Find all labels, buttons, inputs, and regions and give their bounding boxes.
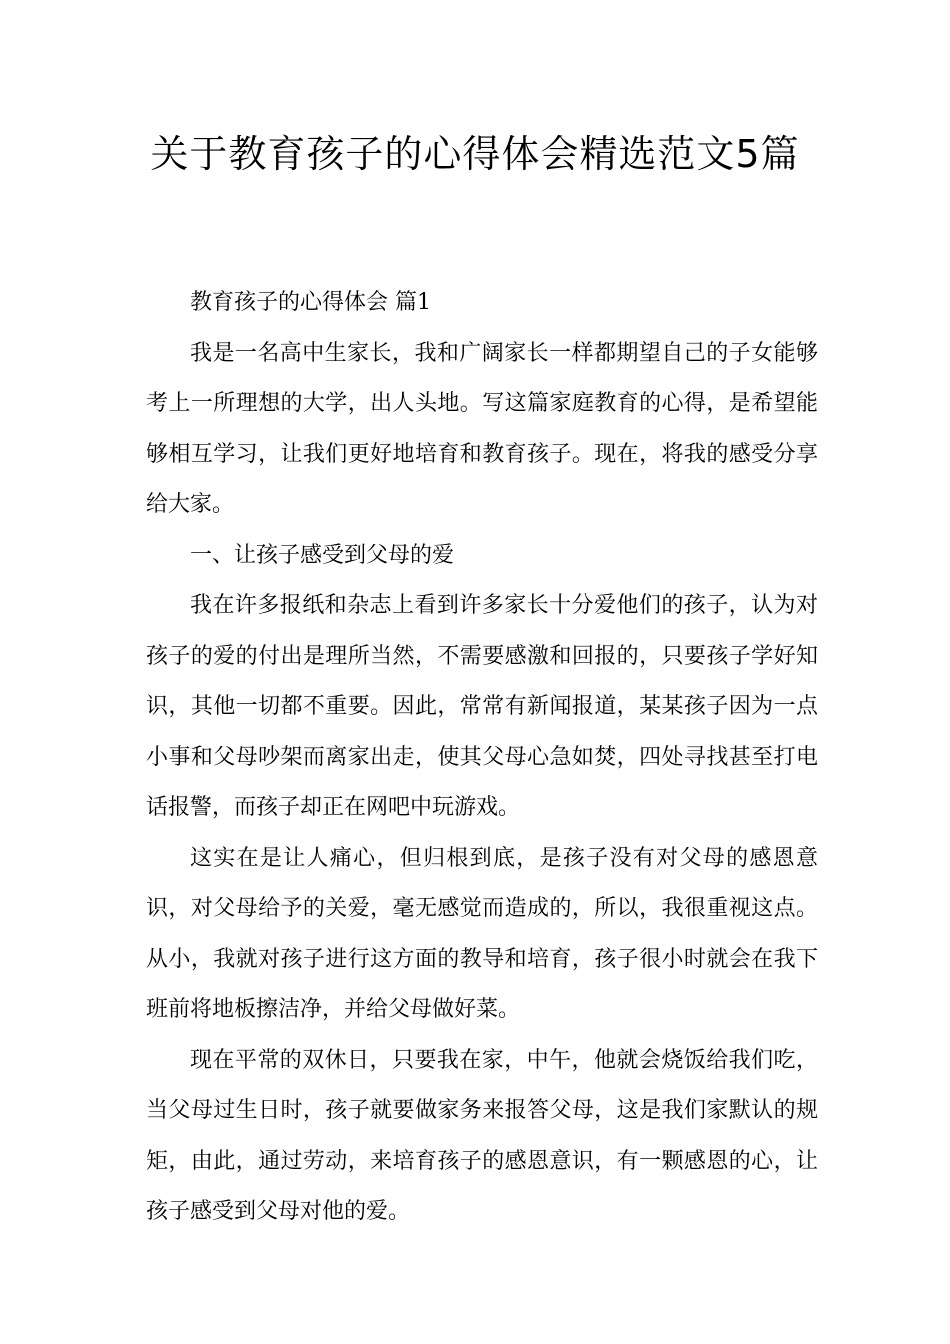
paragraph: 这实在是让人痛心，但归根到底，是孩子没有对父母的感恩意识，对父母给予的关爱，毫无感觉而造成的，所以，我很重视这点。从小，我就对孩子进行这方面的教导和培育，孩子很小时就会在我下班前将地板擦洁净，并给父母做好菜。 [146, 845, 818, 1022]
paragraph: 现在平常的双休日，只要我在家，中午，他就会烧饭给我们吃，当父母过生日时，孩子就要做家务来报答父母，这是我们家默认的规矩，由此，通过劳动，来培育孩子的感恩意识，有一颗感恩的心，让孩子感受到父母对他的爱。 [146, 1047, 818, 1224]
document-title: 关于教育孩子的心得体会精选范文5篇 [150, 132, 800, 176]
section-heading: 教育孩子的心得体会 篇1 [190, 290, 431, 315]
document-body [146, 278, 818, 1238]
paragraph: 我是一名高中生家长，我和广阔家长一样都期望自己的子女能够考上一所理想的大学，出人头地。写这篇家庭教育的心得，是希望能够相互学习，让我们更好地培育和教育孩子。现在，将我的感受分享给大家。 [146, 340, 818, 517]
subsection-heading: 一、让孩子感受到父母的爱 [190, 542, 455, 568]
paragraph: 我在许多报纸和杂志上看到许多家长十分爱他们的孩子，认为对孩子的爱的付出是理所当然，不需要感激和回报的，只要孩子学好知识，其他一切都不重要。因此，常常有新闻报道，某某孩子因为一点小事和父母吵架而离家出走，使其父母心急如焚，四处寻找甚至打电话报警，而孩子却正在网吧中玩游戏。 [146, 593, 818, 820]
